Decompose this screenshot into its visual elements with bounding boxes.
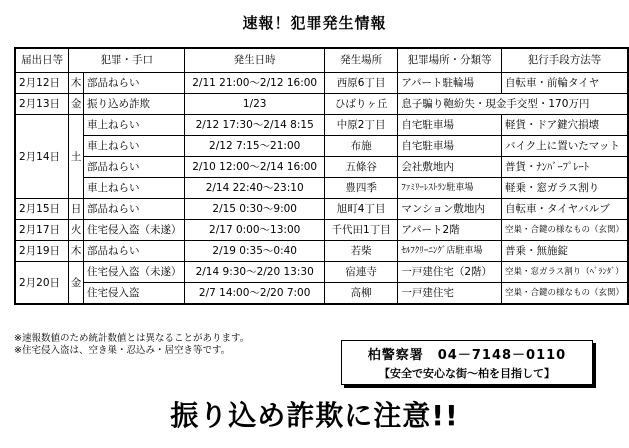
police-phone: 柏警察署 04－7148－0110: [367, 348, 567, 363]
occurrence-datetime: 2/10 12:00～2/14 16:00: [185, 157, 324, 178]
header-category: 犯罪場所・分類等: [398, 48, 502, 73]
table-row: [15, 157, 628, 178]
occurrence-datetime: 2/15 0:30～9:00: [185, 199, 324, 220]
report-date: 2月13日: [15, 94, 69, 115]
crime-category: アパート駐輪場: [398, 73, 502, 94]
table-row: [15, 262, 628, 283]
occurrence-place: 千代田1丁目: [324, 220, 397, 241]
crime-category: 会社敷地内: [398, 157, 502, 178]
crime-category: ﾌｧﾐﾘｰﾚｽﾄﾗﾝ駐車場: [398, 178, 502, 199]
report-date: 2月15日: [15, 199, 69, 220]
crime-method: 部品ねらい: [83, 241, 185, 262]
weekday: 金: [69, 94, 84, 115]
footnote: ※速報数値のため統計数値とは異なることがあります。: [14, 333, 250, 344]
crime-method: 車上ねらい: [83, 178, 185, 199]
crime-method: 部品ねらい: [83, 157, 185, 178]
crime-category: アパート2階: [398, 220, 502, 241]
crime-means: 空巣・合鍵の様なもの（玄関）: [501, 283, 628, 305]
crime-category: 一戸建住宅: [398, 283, 502, 305]
page-title: 速報！犯罪発生情報: [242, 14, 387, 32]
crime-means: 普貨・ﾅﾝﾊﾞｰﾌﾟﾚｰﾄ: [501, 157, 628, 178]
occurrence-place: 布施: [324, 136, 397, 157]
weekday: 日: [69, 199, 84, 220]
header-means: 犯行手段方法等: [501, 48, 628, 73]
crime-method: 車上ねらい: [83, 115, 185, 136]
crime-category: 一戸建住宅（2階）: [398, 262, 502, 283]
table-header-row: [15, 48, 628, 73]
fraud-warning: 振り込め詐欺に注意!!: [170, 399, 459, 432]
header-place: 発生場所: [324, 48, 397, 73]
header-method: 犯罪・手口: [69, 48, 185, 73]
table-row: [15, 241, 628, 262]
crime-method: 住宅侵入盗（未遂）: [83, 262, 185, 283]
crime-category: 自宅駐車場: [398, 136, 502, 157]
crime-category: 自宅駐車場: [398, 115, 502, 136]
occurrence-datetime: 2/14 9:30～2/20 13:30: [185, 262, 324, 283]
occurrence-place: 高柳: [324, 283, 397, 305]
crime-category: マンション敷地内: [398, 199, 502, 220]
occurrence-place: 西原6丁目: [324, 73, 397, 94]
footnotes: [14, 333, 249, 357]
crime-method: 車上ねらい: [83, 136, 185, 157]
report-date: 2月19日: [15, 241, 69, 262]
crime-method: 住宅侵入盗（未遂）: [83, 220, 185, 241]
report-date: 2月20日: [15, 262, 69, 305]
crime-means: 自転車・タイヤバルブ: [501, 199, 628, 220]
crime-means: 空巣・合鍵の様なもの（玄関）: [501, 220, 628, 241]
occurrence-place: 旭町4丁目: [324, 199, 397, 220]
weekday: 木: [69, 241, 84, 262]
table-row: [15, 94, 628, 115]
crime-means: 軽貨・ドア鍵穴損壊: [501, 115, 628, 136]
report-date: 2月17日: [15, 220, 69, 241]
occurrence-place: 五條谷: [324, 157, 397, 178]
occurrence-datetime: 2/12 7:15～21:00: [185, 136, 324, 157]
crime-means: 空巣・窓ガラス割り（ﾍﾞﾗﾝﾀﾞ）: [501, 262, 628, 283]
police-slogan: 【安全で安心な街～柏を目指して】: [379, 367, 555, 380]
weekday: 金: [69, 262, 84, 305]
occurrence-datetime: 2/12 17:30～2/14 8:15: [185, 115, 324, 136]
police-contact-box: [341, 340, 593, 385]
crime-table: [14, 47, 629, 305]
occurrence-place: 宿連寺: [324, 262, 397, 283]
occurrence-place: 豊四季: [324, 178, 397, 199]
occurrence-datetime: 2/14 22:40～23:10: [185, 178, 324, 199]
crime-means: 自転車・前輪タイヤ: [501, 73, 628, 94]
crime-means: バイク上に置いたマット: [501, 136, 628, 157]
weekday: 木: [69, 73, 84, 94]
crime-method: 部品ねらい: [83, 73, 185, 94]
occurrence-datetime: 2/7 14:00～2/20 7:00: [185, 283, 324, 305]
table-row: [15, 73, 628, 94]
table-row: [15, 115, 628, 136]
table-row: [15, 136, 628, 157]
table-row: [15, 178, 628, 199]
header-date: 届出日等: [15, 48, 69, 73]
report-date: 2月12日: [15, 73, 69, 94]
crime-means: 軽乗・窓ガラス割り: [501, 178, 628, 199]
header-datetime: 発生日時: [185, 48, 324, 73]
table-row: [15, 220, 628, 241]
occurrence-place: 中原2丁目: [324, 115, 397, 136]
occurrence-datetime: 2/17 0:00～13:00: [185, 220, 324, 241]
table-row: [15, 199, 628, 220]
crime-category: ｾﾙﾌｸﾘｰﾆﾝｸﾞ店駐車場: [398, 241, 502, 262]
weekday: 土: [69, 115, 84, 199]
table-row: [15, 283, 628, 305]
footnote: ※住宅侵入盗は、空き巣・忍込み・居空き等です。: [14, 345, 231, 356]
report-date: 2月14日: [15, 115, 69, 199]
crime-method: 住宅侵入盗: [83, 283, 185, 305]
occurrence-place: ひばりヶ丘: [324, 94, 397, 115]
occurrence-datetime: 2/11 21:00～2/12 16:00: [185, 73, 324, 94]
crime-method: 部品ねらい: [83, 199, 185, 220]
occurrence-place: 若柴: [324, 241, 397, 262]
crime-means: 普乗・無施錠: [501, 241, 628, 262]
occurrence-datetime: 1/23: [185, 94, 324, 115]
occurrence-datetime: 2/19 0:35～0:40: [185, 241, 324, 262]
crime-detail-merged: 息子騙り鞄紛失・現金手交型・170万円: [398, 94, 628, 115]
crime-method: 振り込め詐欺: [83, 94, 185, 115]
weekday: 火: [69, 220, 84, 241]
